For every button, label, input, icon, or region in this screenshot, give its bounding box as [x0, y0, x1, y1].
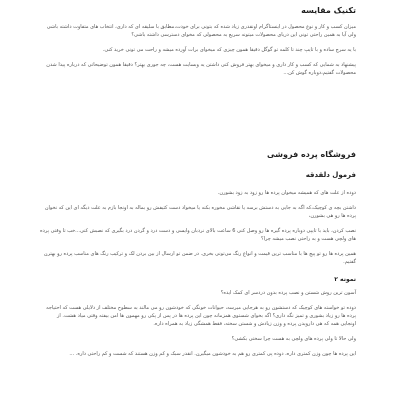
section-curtain-shop: [40, 150, 356, 365]
paragraph: این پرده ها چون وزن کمتری داره، دوده پی کمتری رو هم به خودشون میگیرن. انقدر سبک و کم وزن هستند که شست و کم راحتی داره. ...: [69, 351, 356, 357]
paragraph: پیشنهاد به شمایی که کسب و کار داری و میخوای بهتر فروش کنی داشتن یه وبسایت هست، چه جوری بهتر؟ دقیقا همون توضیحاتی که درباره پیدا شدن محصولات گفتیم،دوباره گوش کن...: [46, 62, 356, 76]
paragraph: داشتن بچه ی کوچیک،که اگه به جایی به دستش برسه یا نقاشی مخوره بکنه یا میخواد دست کثیفش رو بماله به اونجا بازم به علت دیگه ای این که نخوان پرده ها رو هی بشورن،: [44, 205, 356, 219]
section-comparison: [40, 6, 356, 84]
paragraph: آسون ترین روش شستن و نصب پرده بدون دردسر ای کمک ایده؟: [220, 290, 356, 296]
section-title: تکنیک مقایسه: [301, 6, 356, 15]
paragraph: نصب کردن، باید با تایپی دوباره پرده گیره ها رو وصل کنی 6 ساعت بالای نردبان وایسی و دست درد و گردن درد بگیری که نصبش کنی...خب تا وقتی پرده های ولچی هست و به راحتی نصب میشه چرا؟: [40, 228, 356, 242]
paragraph: میزان کسب و کار و نوع محصول در اینستاگرام اونقدری زیاد شده که بتونی برای خودت،مطابق با سلیقه ای که داری، انتخاب های متفاوت داشته باشی ولی آیا به همین راحتی تونی این دریای محصولات میتونه سریع به محصولی که مخوای دسترسی داشته باشی؟: [46, 24, 356, 38]
paragraph: با یه سرچ ساده و با تایپ چند تا کلمه تو گوگل دقیقا همون چیزی که میخوای برات آورده میشه و راحت می تونی خرید کنی.: [102, 47, 356, 53]
paragraph: همین پرده ها رو تو پیچ ها با مناسب ترین قیمت و انواع رنگ می‌تونی بخری. در ضمن تو ارسال از بین بردن لک و ترکیب رنگ های مناسب پرده رو بهترن گفتیم.: [43, 251, 356, 265]
paragraph: دوده تو خواسته های کوچیک که دستشون رو به هرجایی میرسه، حیوانات خونگی که خودشون رو می مالند به سطوح مختلف از دلایلی هست که احتیاجه پرده ها رو زیاد بشوری و تمیز نگه داری؟ اگه بخوای شستوی همزمانه چون این پرده ها در پس از پکی رو مهمون ها امن بیفته وقتی میاد هشت. از اونجایی همه که هی دارویدن پرده و وزن زیادش و شستن سخته، فقط همشگی زیاد به همراه داره.: [46, 305, 356, 327]
paragraph: ولی حالا تا ولی پرده های ولچی به هست چرا سختی بکشی؟: [231, 336, 356, 342]
section-title: فروشگاه پرده فروشی: [267, 150, 356, 159]
example-title: نمونه ۲: [334, 276, 356, 283]
paragraph: دوده از علت های که همیشه میخوان پرده ها رو زود به زود بشورن.: [217, 190, 356, 196]
section-subtitle: فرمول دلقدقه: [305, 171, 356, 179]
